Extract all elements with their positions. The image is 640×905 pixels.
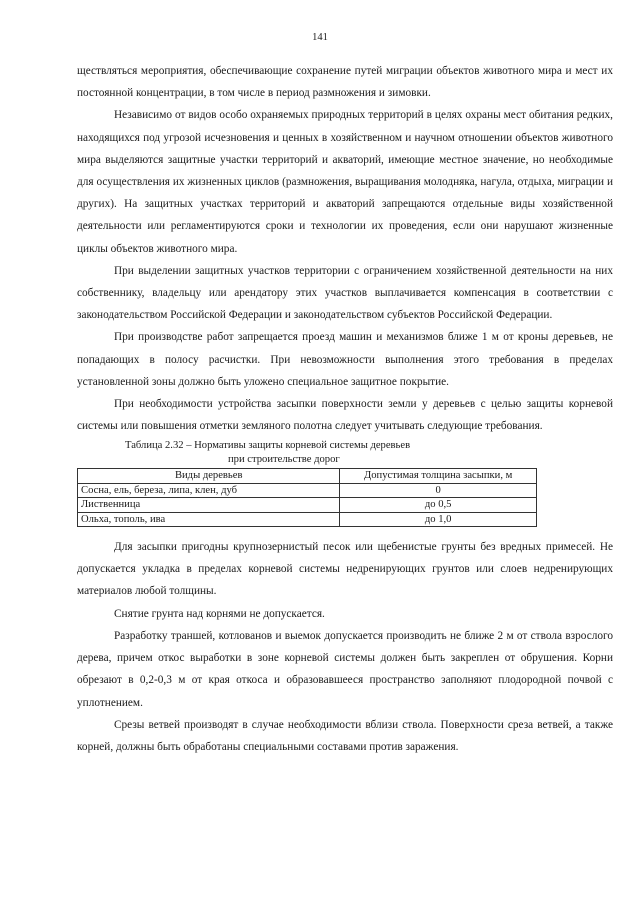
paragraph: При производстве работ запрещается проезд машин и механизмов ближе 1 м от кроны деревьев, не попадающих в полосу расчистки. При невозможности выполнения этого требования в пределах установленной зоны должно быть уложено специальное защитное покрытие. — [77, 331, 613, 388]
paragraph: Разработку траншей, котлованов и выемок допускается производить не ближе 2 м от ствола взрослого дерева, причем откос выработки в зоне корневой системы должен быть закреплен от обрушения. Корни обрезают в 0,2-0,3 м от края откоса и образовавшееся пространство заполняют плодородной почвой с уплотнением. — [77, 629, 613, 709]
tree-species-cell: Сосна, ель, береза, липа, клен, дуб — [78, 483, 340, 497]
table-row — [78, 483, 537, 497]
fill-thickness-cell: 0 — [340, 483, 537, 497]
paragraph: Снятие грунта над корнями не допускается. — [114, 607, 325, 620]
page-content — [77, 60, 613, 758]
fill-thickness-cell: до 0,5 — [340, 498, 537, 512]
norms-table — [77, 468, 537, 527]
column-header-fill-thickness: Допустимая толщина засыпки, м — [340, 469, 537, 483]
table-caption-title: Таблица 2.32 – Нормативы защиты корневой системы деревьев — [125, 440, 411, 452]
paragraph: При необходимости устройства засыпки поверхности земли у деревьев с целью защиты корневой системы или повышения отметки земляного полотна следует учитывать следующие требования. — [77, 398, 613, 433]
table-caption-subtitle: при строительстве дорог — [228, 453, 340, 465]
tree-species-cell: Ольха, тополь, ива — [78, 512, 340, 526]
table-header-row — [78, 469, 537, 483]
paragraph: Срезы ветвей производят в случае необходимости вблизи ствола. Поверхности среза ветвей, а также корней, должны быть обработаны специальными составами против заражения. — [77, 718, 613, 753]
table-row — [78, 498, 537, 512]
paragraph: При выделении защитных участков территории с ограничением хозяйственной деятельности на них собственнику, владельцу или арендатору этих участков выплачивается компенсация в соответствии с законодательством Российской Федерации и законодательством субъектов Российской Федерации. — [77, 264, 613, 322]
paragraph: Для засыпки пригодны крупнозернистый песок или щебенистые грунты без вредных примесей. Не допускается укладка в пределах корневой системы недренирующих грунтов или слоев недренирующих материалов любой толщины. — [77, 541, 613, 598]
tree-species-cell: Лиственница — [78, 498, 340, 512]
table-row — [78, 512, 537, 526]
page-number: 141 — [312, 32, 328, 43]
paragraph: Независимо от видов особо охраняемых природных территорий в целях охраны мест обитания редких, находящихся под угрозой исчезновения и ценных в хозяйственном и научном отношении объектов животного мира выделяются защитные участки территорий и акваторий, имеющие местное значение, но необходимые для осуществления их жизненных циклов (размножения, выращивания молодняка, нагула, отдыха, миграции и других). На защитных участках территорий и акваторий запрещаются отдельные виды хозяйственной деятельности или регламентируются сроки и технологии их проведения, если они нарушают жизненные циклы объектов животного мира. — [77, 109, 613, 255]
fill-thickness-cell: до 1,0 — [340, 512, 537, 526]
table-caption — [77, 439, 613, 466]
paragraph: ществляться мероприятия, обеспечивающие сохранение путей миграции объектов животного мира и мест их постоянной концентрации, в том числе в период размножения и зимовки. — [77, 65, 613, 100]
column-header-tree-species: Виды деревьев — [78, 469, 340, 483]
